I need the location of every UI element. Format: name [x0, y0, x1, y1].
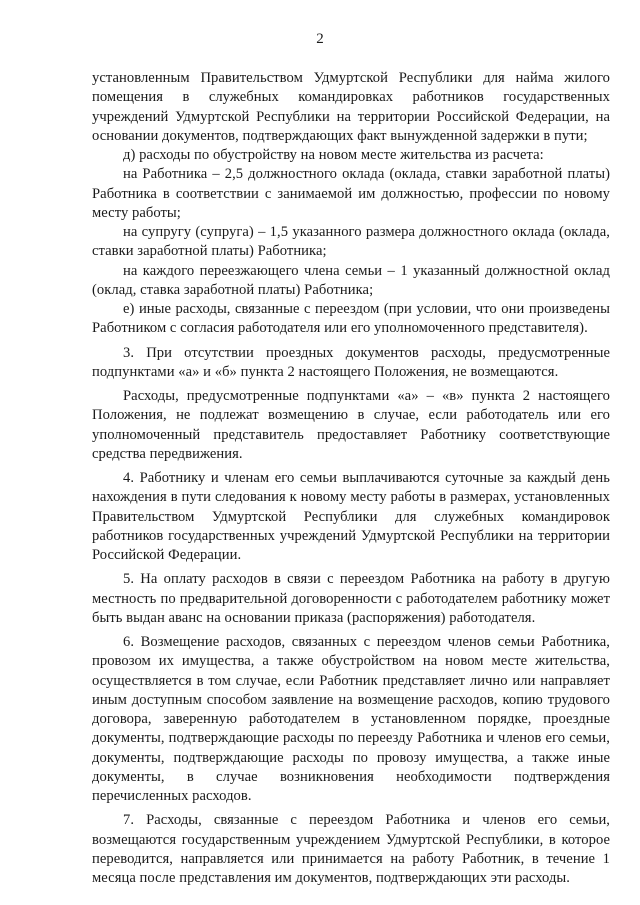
paragraph: на каждого переезжающего члена семьи – 1 указанный должностной оклад (оклад, ставка заработной платы) Работника;: [92, 262, 610, 298]
paragraph: д) расходы по обустройству на новом месте жительства из расчета:: [123, 147, 544, 163]
page-number: 2: [316, 31, 324, 47]
paragraph: 7. Расходы, связанные с переездом Работника и членов его семьи, возмещаются государственным учреждением Удмуртской Республики, в которое переводится, направляется или принимается на работу Работник, в течение 1 месяца после представления им документов, подтверждающих эти расходы.: [92, 812, 610, 886]
paragraph: Расходы, предусмотренные подпунктами «а» – «в» пункта 2 настоящего Положения, не подлежат возмещению в случае, если работодатель или его уполномоченный представитель предоставляет Работнику соответствующие средства передвижения.: [92, 388, 610, 462]
paragraph: 6. Возмещение расходов, связанных с переездом членов семьи Работника, провозом их имущества, а также обустройством на новом месте жительства, осуществляется в том случае, если Работник представляет лично или направляет иным доступным способом заявление на возмещение расходов, копию трудового договора, заверенную работодателем в установленном порядке, проездные документы, подтверждающие расходы по переезду Работника и членов его семьи, документы, подтверждающие расходы по провозу имущества, а также иные документы, в случае возникновения необходимости подтверждения перечисленных расходов.: [92, 634, 610, 804]
document-body: [92, 69, 610, 888]
paragraph: 3. При отсутствии проездных документов расходы, предусмотренные подпунктами «а» и «б» пункта 2 настоящего Положения, не возмещаются.: [92, 344, 610, 380]
paragraph: 4. Работнику и членам его семьи выплачиваются суточные за каждый день нахождения в пути следования к новому месту работы в размерах, установленных Правительством Удмуртской Республики для служебных командировок работников государственных учреждений Удмуртской Республики на территории Российской Федерации.: [92, 470, 610, 563]
paragraph: установленным Правительством Удмуртской Республики для найма жилого помещения в служебных командировках работников государственных учреждений Удмуртской Республики на территории Российской Федерации, на основании документов, подтверждающих факт вынужденной задержки в пути;: [92, 70, 610, 144]
paragraph: е) иные расходы, связанные с переездом (при условии, что они произведены Работником с согласия работодателя или его уполномоченного представителя).: [92, 301, 610, 337]
paragraph: на супругу (супруга) – 1,5 указанного размера должностного оклада (оклада, ставки заработной платы) Работника;: [92, 224, 610, 260]
paragraph: 5. На оплату расходов в связи с переездом Работника на работу в другую местность по предварительной договоренности с работодателем работнику может быть выдан аванс на основании приказа (распоряжения) работодателя.: [92, 571, 610, 626]
paragraph: на Работника – 2,5 должностного оклада (оклада, ставки заработной платы) Работника в соответствии с занимаемой им должностью, профессии по новому месту работы;: [92, 166, 610, 221]
